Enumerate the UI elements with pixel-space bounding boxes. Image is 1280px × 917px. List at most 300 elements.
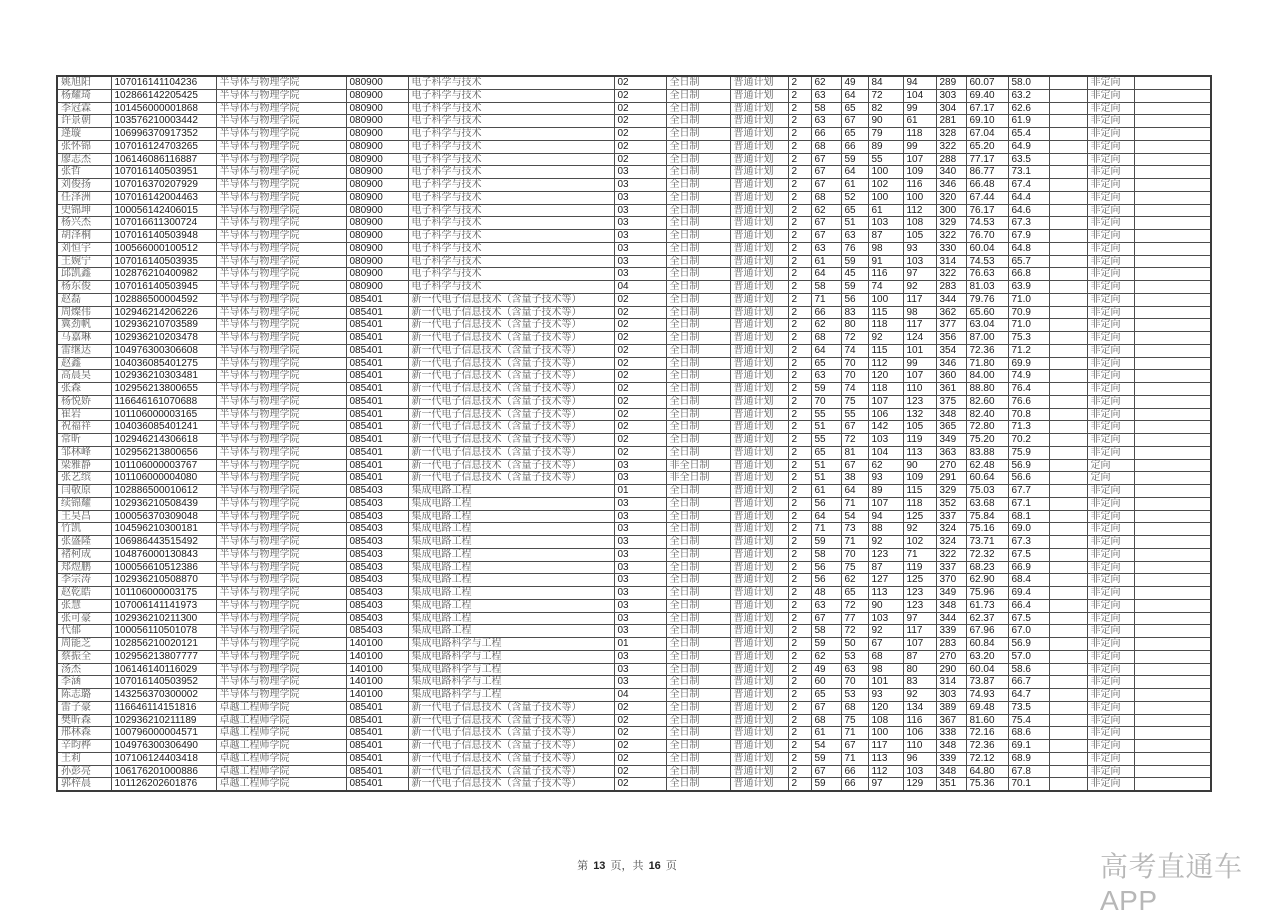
major-name: 新一代电子信息技术（含量子技术等） (408, 472, 614, 485)
study-mode: 非全日制 (666, 472, 730, 485)
college: 半导体与物理学院 (216, 255, 346, 268)
college: 半导体与物理学院 (216, 383, 346, 396)
score-2: 73 (841, 523, 868, 536)
orientation: 定向 (1087, 459, 1134, 472)
retest-score: 75.03 (966, 485, 1008, 498)
name: 刘恒宇 (57, 242, 111, 255)
score-4: 105 (903, 230, 936, 243)
score-1: 58 (811, 548, 841, 561)
empty-cell (1134, 421, 1211, 434)
retest-score: 83.88 (966, 446, 1008, 459)
table-row (57, 638, 1211, 651)
major-code: 080900 (346, 128, 408, 141)
enroll-count: 2 (788, 153, 811, 166)
study-mode: 全日制 (666, 115, 730, 128)
table-row (57, 76, 1211, 89)
weighted-score: 62.6 (1008, 102, 1049, 115)
empty-cell (1049, 561, 1087, 574)
direction-code: 03 (614, 650, 666, 663)
plan-type: 普通计划 (730, 217, 788, 230)
orientation: 非定向 (1087, 128, 1134, 141)
orientation: 非定向 (1087, 383, 1134, 396)
score-total: 370 (936, 574, 966, 587)
study-mode: 全日制 (666, 383, 730, 396)
empty-cell (1049, 485, 1087, 498)
direction-code: 02 (614, 395, 666, 408)
plan-type: 普通计划 (730, 548, 788, 561)
study-mode: 全日制 (666, 421, 730, 434)
retest-score: 60.04 (966, 663, 1008, 676)
score-1: 67 (811, 701, 841, 714)
score-total: 289 (936, 76, 966, 89)
retest-score: 63.20 (966, 650, 1008, 663)
score-1: 61 (811, 727, 841, 740)
empty-cell (1049, 574, 1087, 587)
orientation: 非定向 (1087, 242, 1134, 255)
plan-type: 普通计划 (730, 536, 788, 549)
score-2: 77 (841, 612, 868, 625)
empty-cell (1049, 714, 1087, 727)
enroll-count: 2 (788, 230, 811, 243)
enroll-count: 2 (788, 765, 811, 778)
major-name: 新一代电子信息技术（含量子技术等） (408, 765, 614, 778)
college: 半导体与物理学院 (216, 217, 346, 230)
name: 任泽洲 (57, 191, 111, 204)
empty-cell (1134, 230, 1211, 243)
major-name: 集成电路科学与工程 (408, 650, 614, 663)
direction-code: 02 (614, 434, 666, 447)
score-3: 97 (868, 778, 903, 791)
study-mode: 全日制 (666, 714, 730, 727)
score-3: 100 (868, 293, 903, 306)
table-row (57, 548, 1211, 561)
major-code: 085401 (346, 306, 408, 319)
table-row (57, 612, 1211, 625)
retest-score: 72.16 (966, 727, 1008, 740)
major-name: 新一代电子信息技术（含量子技术等） (408, 357, 614, 370)
weighted-score: 69.9 (1008, 357, 1049, 370)
score-total: 337 (936, 510, 966, 523)
score-2: 64 (841, 485, 868, 498)
score-4: 80 (903, 663, 936, 676)
score-1: 55 (811, 434, 841, 447)
empty-cell (1134, 153, 1211, 166)
empty-cell (1049, 740, 1087, 753)
plan-type: 普通计划 (730, 510, 788, 523)
score-4: 116 (903, 179, 936, 192)
major-code: 085401 (346, 434, 408, 447)
admission-table (56, 75, 1212, 792)
name: 赵磊 (57, 293, 111, 306)
table-row (57, 689, 1211, 702)
table-row (57, 102, 1211, 115)
major-name: 集成电路工程 (408, 561, 614, 574)
table-row (57, 676, 1211, 689)
score-4: 106 (903, 727, 936, 740)
score-total: 349 (936, 587, 966, 600)
score-4: 123 (903, 599, 936, 612)
score-2: 74 (841, 344, 868, 357)
empty-cell (1049, 459, 1087, 472)
exam-number: 102876210400982 (111, 268, 216, 281)
empty-cell (1049, 344, 1087, 357)
plan-type: 普通计划 (730, 230, 788, 243)
retest-score: 65.60 (966, 306, 1008, 319)
table-row (57, 319, 1211, 332)
score-total: 303 (936, 89, 966, 102)
college: 半导体与物理学院 (216, 179, 346, 192)
name: 马嘉琳 (57, 332, 111, 345)
score-4: 96 (903, 752, 936, 765)
enroll-count: 2 (788, 727, 811, 740)
score-total: 314 (936, 676, 966, 689)
major-code: 080900 (346, 268, 408, 281)
weighted-score: 66.4 (1008, 599, 1049, 612)
major-code: 085401 (346, 765, 408, 778)
orientation: 非定向 (1087, 230, 1134, 243)
plan-type: 普通计划 (730, 306, 788, 319)
empty-cell (1049, 268, 1087, 281)
enroll-count: 2 (788, 778, 811, 791)
empty-cell (1049, 153, 1087, 166)
enroll-count: 2 (788, 676, 811, 689)
study-mode: 全日制 (666, 574, 730, 587)
major-code: 080900 (346, 242, 408, 255)
name: 雷继达 (57, 344, 111, 357)
weighted-score: 74.9 (1008, 370, 1049, 383)
score-2: 75 (841, 714, 868, 727)
study-mode: 全日制 (666, 536, 730, 549)
weighted-score: 75.3 (1008, 332, 1049, 345)
enroll-count: 2 (788, 166, 811, 179)
score-4: 110 (903, 383, 936, 396)
empty-cell (1049, 319, 1087, 332)
retest-score: 69.10 (966, 115, 1008, 128)
retest-score: 67.17 (966, 102, 1008, 115)
score-4: 125 (903, 510, 936, 523)
exam-number: 102936210508870 (111, 574, 216, 587)
empty-cell (1134, 255, 1211, 268)
enroll-count: 2 (788, 625, 811, 638)
score-4: 118 (903, 497, 936, 510)
name: 樊昕森 (57, 714, 111, 727)
exam-number: 102936210508439 (111, 497, 216, 510)
study-mode: 全日制 (666, 293, 730, 306)
enroll-count: 2 (788, 587, 811, 600)
orientation: 非定向 (1087, 179, 1134, 192)
weighted-score: 64.7 (1008, 689, 1049, 702)
score-3: 100 (868, 727, 903, 740)
score-4: 100 (903, 191, 936, 204)
score-3: 102 (868, 179, 903, 192)
enroll-count: 2 (788, 255, 811, 268)
score-total: 329 (936, 485, 966, 498)
direction-code: 03 (614, 459, 666, 472)
weighted-score: 69.4 (1008, 587, 1049, 600)
study-mode: 全日制 (666, 676, 730, 689)
retest-score: 76.17 (966, 204, 1008, 217)
name: 姚旭阳 (57, 76, 111, 89)
major-name: 电子科学与技术 (408, 115, 614, 128)
name: 胡泽桐 (57, 230, 111, 243)
major-name: 新一代电子信息技术（含量子技术等） (408, 408, 614, 421)
score-total: 348 (936, 599, 966, 612)
empty-cell (1049, 752, 1087, 765)
empty-cell (1134, 676, 1211, 689)
orientation: 非定向 (1087, 638, 1134, 651)
name: 杨东俊 (57, 281, 111, 294)
exam-number: 106176201000886 (111, 765, 216, 778)
empty-cell (1049, 76, 1087, 89)
table-row (57, 701, 1211, 714)
college: 半导体与物理学院 (216, 395, 346, 408)
direction-code: 03 (614, 204, 666, 217)
retest-score: 88.80 (966, 383, 1008, 396)
name: 张哲 (57, 166, 111, 179)
exam-number: 102946214306618 (111, 434, 216, 447)
score-3: 106 (868, 408, 903, 421)
major-name: 电子科学与技术 (408, 204, 614, 217)
college: 卓越工程师学院 (216, 701, 346, 714)
empty-cell (1049, 434, 1087, 447)
enroll-count: 2 (788, 485, 811, 498)
exam-number: 107016142004463 (111, 191, 216, 204)
plan-type: 普通计划 (730, 344, 788, 357)
score-2: 45 (841, 268, 868, 281)
empty-cell (1134, 650, 1211, 663)
score-total: 320 (936, 191, 966, 204)
score-4: 117 (903, 625, 936, 638)
score-total: 354 (936, 344, 966, 357)
table-row (57, 179, 1211, 192)
score-1: 67 (811, 153, 841, 166)
exam-number: 102956213807777 (111, 650, 216, 663)
college: 半导体与物理学院 (216, 536, 346, 549)
major-code: 140100 (346, 650, 408, 663)
exam-number: 100796000004571 (111, 727, 216, 740)
college: 半导体与物理学院 (216, 446, 346, 459)
score-4: 124 (903, 332, 936, 345)
plan-type: 普通计划 (730, 268, 788, 281)
score-3: 72 (868, 89, 903, 102)
major-code: 085403 (346, 599, 408, 612)
name: 杨兴杰 (57, 217, 111, 230)
score-1: 59 (811, 383, 841, 396)
score-1: 56 (811, 497, 841, 510)
score-1: 59 (811, 536, 841, 549)
orientation: 非定向 (1087, 510, 1134, 523)
major-name: 集成电路工程 (408, 510, 614, 523)
score-total: 344 (936, 612, 966, 625)
empty-cell (1049, 89, 1087, 102)
score-4: 97 (903, 268, 936, 281)
major-code: 085401 (346, 714, 408, 727)
score-total: 329 (936, 217, 966, 230)
empty-cell (1134, 727, 1211, 740)
major-name: 新一代电子信息技术（含量子技术等） (408, 459, 614, 472)
major-code: 085401 (346, 778, 408, 791)
weighted-score: 69.0 (1008, 523, 1049, 536)
table-row (57, 434, 1211, 447)
enroll-count: 2 (788, 497, 811, 510)
study-mode: 全日制 (666, 727, 730, 740)
empty-cell (1049, 230, 1087, 243)
exam-number: 107016140503935 (111, 255, 216, 268)
orientation: 非定向 (1087, 523, 1134, 536)
name: 杨耀琦 (57, 89, 111, 102)
major-name: 新一代电子信息技术（含量子技术等） (408, 370, 614, 383)
weighted-score: 56.9 (1008, 638, 1049, 651)
retest-score: 84.00 (966, 370, 1008, 383)
watermark-gaokao-app: 高考直通车APP (1100, 851, 1243, 916)
plan-type: 普通计划 (730, 204, 788, 217)
major-name: 电子科学与技术 (408, 268, 614, 281)
table-row (57, 752, 1211, 765)
retest-score: 74.53 (966, 217, 1008, 230)
major-code: 140100 (346, 689, 408, 702)
empty-cell (1049, 510, 1087, 523)
retest-score: 71.80 (966, 357, 1008, 370)
major-code: 085403 (346, 612, 408, 625)
score-4: 99 (903, 357, 936, 370)
orientation: 非定向 (1087, 625, 1134, 638)
major-code: 080900 (346, 230, 408, 243)
college: 半导体与物理学院 (216, 268, 346, 281)
exam-number: 100056142406015 (111, 204, 216, 217)
score-4: 129 (903, 778, 936, 791)
score-1: 59 (811, 778, 841, 791)
retest-score: 62.37 (966, 612, 1008, 625)
score-total: 324 (936, 536, 966, 549)
name: 王昊昌 (57, 510, 111, 523)
orientation: 非定向 (1087, 574, 1134, 587)
score-3: 94 (868, 510, 903, 523)
score-total: 348 (936, 765, 966, 778)
score-2: 72 (841, 599, 868, 612)
exam-number: 102886500010612 (111, 485, 216, 498)
major-name: 新一代电子信息技术（含量子技术等） (408, 727, 614, 740)
study-mode: 全日制 (666, 319, 730, 332)
table-row (57, 153, 1211, 166)
direction-code: 04 (614, 689, 666, 702)
empty-cell (1134, 128, 1211, 141)
score-3: 103 (868, 612, 903, 625)
plan-type: 普通计划 (730, 446, 788, 459)
score-3: 107 (868, 395, 903, 408)
orientation: 非定向 (1087, 140, 1134, 153)
retest-score: 76.63 (966, 268, 1008, 281)
retest-score: 69.40 (966, 89, 1008, 102)
plan-type: 普通计划 (730, 485, 788, 498)
score-3: 68 (868, 650, 903, 663)
retest-score: 73.71 (966, 536, 1008, 549)
major-code: 140100 (346, 638, 408, 651)
score-1: 61 (811, 255, 841, 268)
college: 半导体与物理学院 (216, 485, 346, 498)
major-name: 新一代电子信息技术（含量子技术等） (408, 752, 614, 765)
study-mode: 全日制 (666, 128, 730, 141)
retest-score: 75.20 (966, 434, 1008, 447)
major-name: 电子科学与技术 (408, 76, 614, 89)
score-total: 348 (936, 408, 966, 421)
empty-cell (1049, 179, 1087, 192)
name: 陈志璐 (57, 689, 111, 702)
major-code: 080900 (346, 217, 408, 230)
major-code: 085401 (346, 446, 408, 459)
direction-code: 03 (614, 166, 666, 179)
footer-middle: 页，共 (610, 860, 644, 872)
score-total: 281 (936, 115, 966, 128)
empty-cell (1134, 306, 1211, 319)
orientation: 非定向 (1087, 306, 1134, 319)
orientation: 非定向 (1087, 421, 1134, 434)
orientation: 非定向 (1087, 689, 1134, 702)
name: 周燦伟 (57, 306, 111, 319)
major-name: 新一代电子信息技术（含量子技术等） (408, 421, 614, 434)
name: 邢林森 (57, 727, 111, 740)
study-mode: 全日制 (666, 523, 730, 536)
college: 半导体与物理学院 (216, 650, 346, 663)
direction-code: 03 (614, 510, 666, 523)
score-2: 71 (841, 536, 868, 549)
name: 李冠霖 (57, 102, 111, 115)
major-code: 085403 (346, 625, 408, 638)
enroll-count: 2 (788, 395, 811, 408)
score-1: 68 (811, 714, 841, 727)
score-total: 304 (936, 102, 966, 115)
college: 半导体与物理学院 (216, 599, 346, 612)
direction-code: 03 (614, 599, 666, 612)
score-4: 123 (903, 395, 936, 408)
study-mode: 全日制 (666, 612, 730, 625)
score-total: 389 (936, 701, 966, 714)
plan-type: 普通计划 (730, 281, 788, 294)
major-name: 新一代电子信息技术（含量子技术等） (408, 332, 614, 345)
weighted-score: 75.4 (1008, 714, 1049, 727)
score-2: 81 (841, 446, 868, 459)
weighted-score: 66.8 (1008, 268, 1049, 281)
direction-code: 02 (614, 128, 666, 141)
table-row (57, 663, 1211, 676)
weighted-score: 70.2 (1008, 434, 1049, 447)
score-3: 55 (868, 153, 903, 166)
score-1: 71 (811, 523, 841, 536)
name: 廖志杰 (57, 153, 111, 166)
direction-code: 02 (614, 115, 666, 128)
table-row (57, 281, 1211, 294)
empty-cell (1049, 676, 1087, 689)
table-row (57, 408, 1211, 421)
plan-type: 普通计划 (730, 752, 788, 765)
plan-type: 普通计划 (730, 689, 788, 702)
enroll-count: 2 (788, 472, 811, 485)
direction-code: 02 (614, 102, 666, 115)
score-1: 51 (811, 472, 841, 485)
name: 许景朝 (57, 115, 111, 128)
empty-cell (1134, 459, 1211, 472)
score-total: 361 (936, 383, 966, 396)
exam-number: 101106000003175 (111, 587, 216, 600)
major-name: 集成电路工程 (408, 587, 614, 600)
empty-cell (1134, 599, 1211, 612)
college: 半导体与物理学院 (216, 204, 346, 217)
score-total: 360 (936, 370, 966, 383)
retest-score: 69.48 (966, 701, 1008, 714)
plan-type: 普通计划 (730, 191, 788, 204)
study-mode: 全日制 (666, 587, 730, 600)
score-4: 117 (903, 319, 936, 332)
score-1: 59 (811, 752, 841, 765)
